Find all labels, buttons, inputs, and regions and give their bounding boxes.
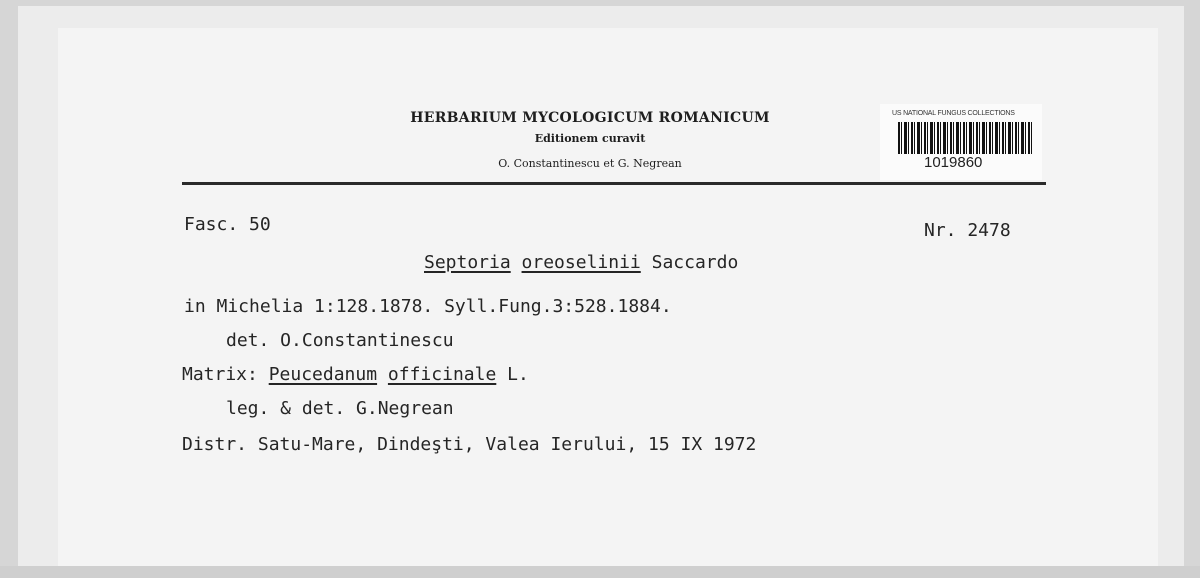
sheet-bottom-edge	[0, 566, 1200, 578]
matrix-author: L.	[507, 364, 529, 385]
barcode-number: 1019860	[924, 154, 983, 171]
barcode-label	[880, 104, 1042, 180]
species-genus: Septoria	[424, 252, 511, 273]
herbarium-subtitle: Editionem curavit	[534, 132, 646, 145]
matrix-genus: Peucedanum	[268, 364, 378, 385]
literature-citation: in Michelia 1:128.1878. Syll.Fung.3:528.1884.	[184, 296, 672, 317]
species-author: Saccardo	[651, 252, 739, 273]
specimen-number: Nr. 2478	[924, 220, 1011, 241]
locality: Distr. Satu-Mare, Dindeşti, Valea Ierului, 15 IX 1972	[182, 434, 757, 455]
herbarium-sheet	[18, 6, 1184, 568]
barcode-caption: US NATIONAL FUNGUS COLLECTIONS	[892, 110, 1015, 117]
matrix-prefix: Matrix:	[182, 364, 258, 385]
collector: leg. & det. G.Negrean	[226, 398, 454, 419]
header-divider	[182, 182, 1046, 185]
matrix-epithet: officinale	[387, 364, 497, 385]
species-name	[424, 252, 738, 273]
matrix-line	[182, 364, 529, 385]
herbarium-title: HERBARIUM MYCOLOGICUM ROMANICUM	[410, 110, 770, 126]
fascicle-number: Fasc. 50	[184, 214, 271, 235]
herbarium-editors: O. Constantinescu et G. Negrean	[498, 157, 682, 170]
species-epithet: oreoselinii	[521, 252, 641, 273]
barcode-icon	[898, 122, 1034, 154]
determiner: det. O.Constantinescu	[226, 330, 454, 351]
